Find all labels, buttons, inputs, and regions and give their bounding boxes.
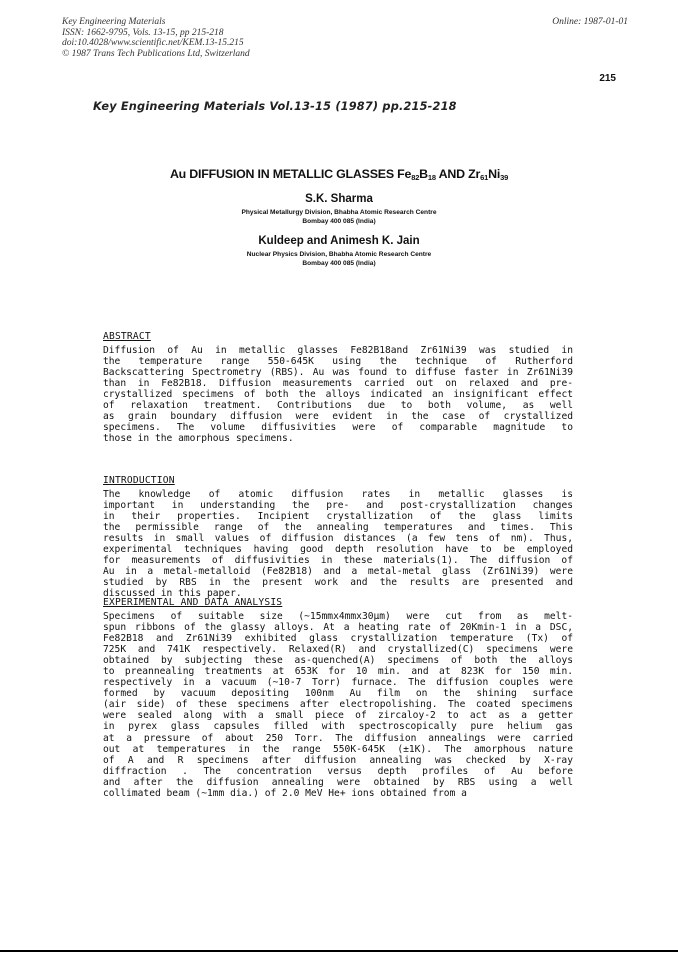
- text-line: out at temperatures in the range 550K-645K (±1K). The amorphous nature: [103, 743, 573, 755]
- experimental-body: [103, 611, 573, 799]
- text-line: the permissible range of the annealing temperatures and times. This: [103, 522, 573, 534]
- meta-copyright: © 1987 Trans Tech Publications Ltd, Switzerland: [62, 48, 250, 59]
- text-line: in pyrex glass capsules filled with spectroscopically pure helium gas: [103, 721, 573, 733]
- text-line: in their properties. Incipient crystallization of the glass limits: [103, 511, 573, 523]
- text-line: those in the amorphous specimens.: [103, 433, 294, 445]
- author-2-name: Kuldeep and Animesh K. Jain: [258, 235, 420, 247]
- text-line: discussed in this paper.: [103, 588, 242, 600]
- meta-online-date: Online: 1987-01-01: [552, 17, 628, 27]
- text-line: than in Fe82B18. Diffusion measurements carried out on relaxed and pre-: [103, 378, 573, 390]
- text-line: specimens. The volume diffusivities were of comparable magnitude to: [103, 422, 573, 434]
- text-line: formed by vacuum depositing 100nm Au film on the shining surface: [103, 688, 573, 700]
- abstract-body: [103, 345, 573, 444]
- text-line: 725K and 741K respectively. Relaxed(R) and crystallized(C) specimens were: [103, 644, 573, 656]
- text-line: at a pressure of about 250 Torr. The diffusion annealings were carried: [103, 732, 573, 744]
- author-2-affiliation: Nuclear Physics Division, Bhabha Atomic Research Centre Bombay 400 085 (India): [246, 251, 432, 267]
- text-line: diffraction . The concentration versus depth profiles of Au before: [103, 765, 573, 777]
- text-line: The knowledge of atomic diffusion rates in metallic glasses is: [103, 489, 573, 500]
- introduction-body: [103, 489, 573, 599]
- text-line: of relaxation treatment. Contributions due to both volume, as well: [103, 400, 573, 412]
- text-line: crystallized specimens of both the alloys indicated an insignificant effect: [103, 389, 573, 401]
- text-line: Fe82B18 and Zr61Ni39 exhibited glass crystallization temperature (Tx) of: [103, 633, 573, 645]
- text-line: collimated beam (~1mm dia.) of 2.0 MeV He+ ions obtained from a: [103, 787, 467, 799]
- text-line: for measurements of diffusivities in these materials(1). The diffusion of: [103, 555, 573, 567]
- text-line: experimental techniques having good depth resolution have to be employed: [103, 544, 573, 556]
- page-number: 215: [599, 73, 616, 84]
- bottom-rule: [0, 950, 678, 952]
- text-line: studied by RBS in the present work and the results are presented and: [103, 577, 573, 589]
- author-1-name: S.K. Sharma: [305, 193, 373, 205]
- text-line: Specimens of suitable size (~15mmx4mmx30μm) were cut from as melt-: [103, 611, 573, 622]
- text-line: Au in a metal-metalloid (Fe82B18) and a metal-metal glass (Zr61Ni39) were: [103, 566, 573, 578]
- experimental-heading: EXPERIMENTAL AND DATA ANALYSIS: [103, 597, 283, 608]
- text-line: Diffusion of Au in metallic glasses Fe82B18and Zr61Ni39 was studied in: [103, 345, 573, 356]
- meta-issn: ISSN: 1662-9795, Vols. 13-15, pp 215-218: [62, 27, 224, 38]
- text-line: respectively in a vacuum (~10-7 Torr) furnace. The diffusion couples were: [103, 677, 573, 689]
- text-line: as grain boundary diffusion were evident in the case of crystallized: [103, 411, 573, 423]
- text-line: important in understanding the pre- and post-crystallization changes: [103, 500, 573, 512]
- publication-metadata: [62, 17, 628, 59]
- introduction-heading: INTRODUCTION: [103, 475, 175, 486]
- meta-journal: Key Engineering Materials: [62, 17, 166, 27]
- paper-title: Au DIFFUSION IN METALLIC GLASSES $Fe_{82}B_{18}$ AND $Zr_{61}Ni_{39}$: [169, 167, 509, 182]
- text-line: obtained by subjecting these as-quenched(A) specimens of both the alloys: [103, 655, 573, 667]
- text-line: Backscattering Spectrometry (RBS). Au was found to diffuse faster in Zr61Ni39: [103, 367, 573, 379]
- meta-doi: doi:10.4028/www.scientific.net/KEM.13-15.215: [62, 38, 244, 49]
- text-line: to preannealing treatments at 653K for 10 min. and at 823K for 150 min.: [103, 666, 573, 678]
- journal-line: Key Engineering Materials Vol.13-15 (1987) pp.215-218: [93, 100, 457, 113]
- abstract-heading: ABSTRACT: [103, 331, 151, 342]
- author-1-affiliation: Physical Metallurgy Division, Bhabha Atomic Research Centre Bombay 400 085 (India): [241, 209, 437, 225]
- text-line: (air side) of these specimens after electropolishing. The coated specimens: [103, 699, 573, 711]
- text-line: results in small values of diffusion distances (a few tens of nm). Thus,: [103, 533, 573, 545]
- text-line: the temperature range 550-645K using the technique of Rutherford: [103, 356, 573, 368]
- text-line: of A and R specimens after diffusion annealing was checked by X-ray: [103, 754, 573, 766]
- text-line: and after the diffusion annealing were obtained by RBS using a well: [103, 776, 573, 788]
- text-line: spun ribbons of the glassy alloys. At a heating rate of 20Kmin-1 in a DSC,: [103, 622, 573, 634]
- text-line: were sealed along with a small piece of zircaloy-2 to act as a getter: [103, 710, 573, 722]
